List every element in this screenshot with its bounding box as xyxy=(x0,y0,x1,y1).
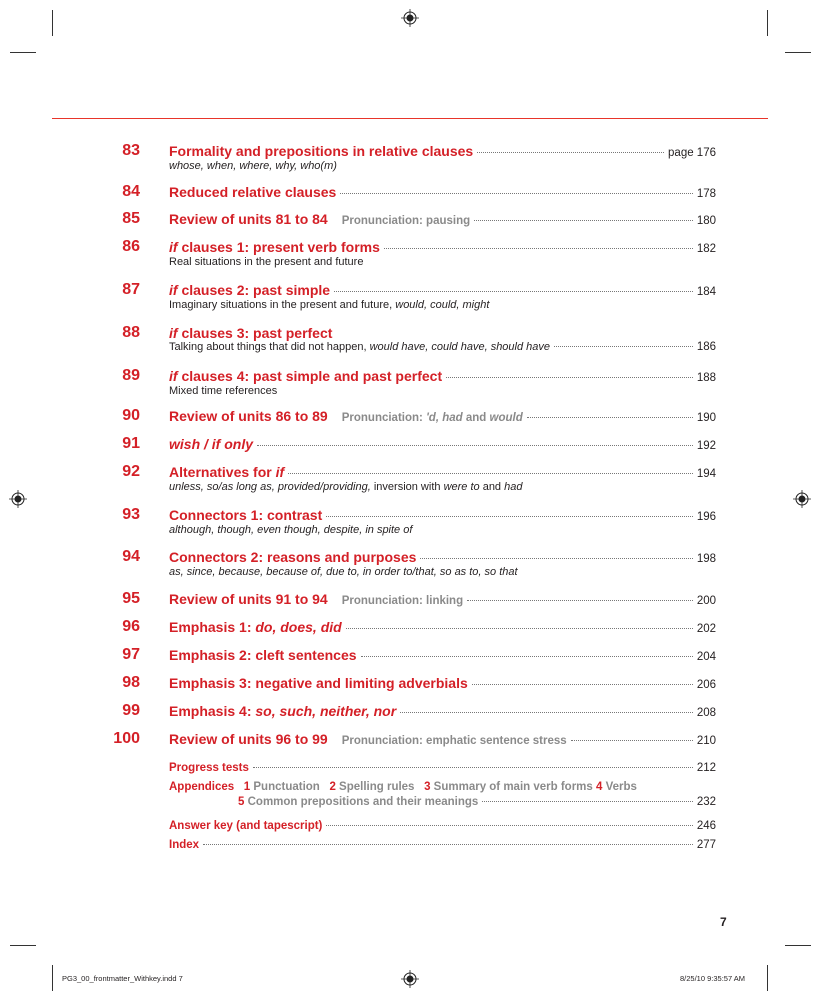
unit-title[interactable]: Review of units 81 to 84 xyxy=(169,211,328,227)
unit-title[interactable]: wish / if only xyxy=(169,436,254,452)
section-title[interactable]: Progress tests xyxy=(169,762,249,774)
page-ref: 212 xyxy=(696,762,716,774)
unit-number: 94 xyxy=(122,548,140,565)
unit-number: 84 xyxy=(122,183,140,200)
registration-mark-icon xyxy=(401,970,419,988)
unit-title[interactable]: Alternatives for if xyxy=(169,464,285,480)
registration-mark-icon xyxy=(793,490,811,508)
unit-title[interactable]: if clauses 3: past perfect xyxy=(169,325,333,341)
page-ref: 202 xyxy=(696,623,716,635)
pronunciation-note: Pronunciation: emphatic sentence stress xyxy=(341,735,567,747)
crop-mark xyxy=(10,945,36,946)
unit-subtitle: although, though, even though, despite, in spite of xyxy=(169,524,413,536)
page-ref: 196 xyxy=(696,511,716,523)
page-ref: 204 xyxy=(696,651,716,663)
page-ref: 200 xyxy=(696,595,716,607)
unit-title[interactable]: if clauses 2: past simple xyxy=(169,282,331,298)
page-ref: 208 xyxy=(696,707,716,719)
page-number: 7 xyxy=(720,915,727,929)
unit-number: 100 xyxy=(113,730,140,747)
section-title[interactable]: Index xyxy=(169,839,200,851)
unit-number: 91 xyxy=(122,435,140,452)
unit-title[interactable]: Reduced relative clauses xyxy=(169,184,337,200)
section-title[interactable]: Answer key (and tapescript) xyxy=(169,820,323,832)
unit-title[interactable]: if clauses 4: past simple and past perfect xyxy=(169,368,443,384)
page-ref: 186 xyxy=(696,341,716,353)
page-ref: 210 xyxy=(696,735,716,747)
unit-subtitle: unless, so/as long as, provided/providing, inversion with were to and had xyxy=(169,481,523,493)
unit-number: 83 xyxy=(122,142,140,159)
unit-title[interactable]: Emphasis 1: do, does, did xyxy=(169,619,342,635)
unit-number: 96 xyxy=(122,618,140,635)
unit-subtitle: Talking about things that did not happen, would have, could have, should have xyxy=(169,341,551,353)
page-ref: 198 xyxy=(696,553,716,565)
header-rule xyxy=(52,118,768,119)
unit-subtitle: Imaginary situations in the present and future, would, could, might xyxy=(169,299,490,311)
crop-mark xyxy=(767,965,768,991)
page-ref: 178 xyxy=(696,188,716,200)
unit-number: 87 xyxy=(122,281,140,298)
unit-number: 90 xyxy=(122,407,140,424)
unit-number: 97 xyxy=(122,646,140,663)
unit-number: 85 xyxy=(122,210,140,227)
unit-title[interactable]: Emphasis 2: cleft sentences xyxy=(169,647,357,663)
page-ref: 206 xyxy=(696,679,716,691)
registration-mark-icon xyxy=(9,490,27,508)
crop-mark xyxy=(52,10,53,36)
unit-number: 98 xyxy=(122,674,140,691)
unit-number: 99 xyxy=(122,702,140,719)
page-ref: page 176 xyxy=(668,147,716,159)
unit-subtitle: whose, when, where, why, who(m) xyxy=(169,160,337,172)
page-ref: 188 xyxy=(696,372,716,384)
unit-number: 95 xyxy=(122,590,140,607)
unit-number: 93 xyxy=(122,506,140,523)
footer-timestamp: 8/25/10 9:35:57 AM xyxy=(680,974,746,983)
crop-mark xyxy=(785,52,811,53)
page-ref: 194 xyxy=(696,468,716,480)
registration-mark-icon xyxy=(401,9,419,27)
page-ref: 190 xyxy=(696,412,716,424)
unit-title[interactable]: Review of units 86 to 89 xyxy=(169,408,328,424)
unit-title[interactable]: Emphasis 3: negative and limiting adverbials xyxy=(169,675,468,691)
page-ref: 180 xyxy=(696,215,716,227)
crop-mark xyxy=(785,945,811,946)
pronunciation-note: Pronunciation: linking xyxy=(341,595,464,607)
page-ref: 192 xyxy=(696,440,716,452)
pronunciation-note: Pronunciation: pausing xyxy=(341,215,471,227)
crop-mark xyxy=(10,52,36,53)
unit-title[interactable]: Emphasis 4: so, such, neither, nor xyxy=(169,703,397,719)
unit-title[interactable]: Review of units 96 to 99 xyxy=(169,731,328,747)
unit-number: 89 xyxy=(122,367,140,384)
unit-number: 88 xyxy=(122,324,140,341)
page-ref: 232 xyxy=(696,796,716,808)
page-ref: 184 xyxy=(696,286,716,298)
footer-filename: PG3_00_frontmatter_Withkey.indd 7 xyxy=(62,974,183,983)
unit-number: 86 xyxy=(122,238,140,255)
unit-title[interactable]: Connectors 2: reasons and purposes xyxy=(169,549,417,565)
page-ref: 277 xyxy=(696,839,716,851)
page-ref: 246 xyxy=(696,820,716,832)
unit-subtitle: Real situations in the present and future xyxy=(169,256,364,268)
unit-title[interactable]: if clauses 1: present verb forms xyxy=(169,239,380,255)
unit-title[interactable]: Connectors 1: contrast xyxy=(169,507,323,523)
page-ref: 182 xyxy=(696,243,716,255)
unit-subtitle: as, since, because, because of, due to, in order to/that, so as to, so that xyxy=(169,566,518,578)
crop-mark xyxy=(52,965,53,991)
crop-mark xyxy=(767,10,768,36)
unit-subtitle: Mixed time references xyxy=(169,385,278,397)
unit-number: 92 xyxy=(122,463,140,480)
pronunciation-note: Pronunciation: 'd, had and would xyxy=(341,412,523,424)
section-title[interactable]: Appendices xyxy=(169,781,235,793)
unit-title[interactable]: Formality and prepositions in relative clauses xyxy=(169,143,474,159)
unit-title[interactable]: Review of units 91 to 94 xyxy=(169,591,328,607)
